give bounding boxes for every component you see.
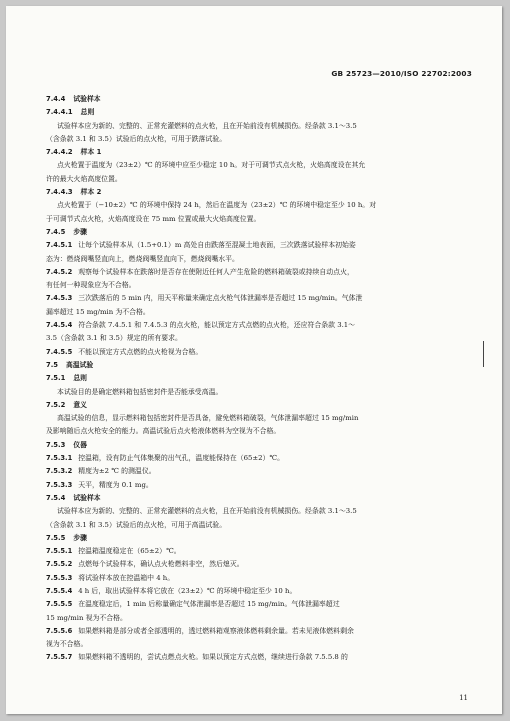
section-title: 步骤 <box>73 533 87 542</box>
standard-number-header: GB 25723—2010/ISO 22702:2003 <box>331 69 472 78</box>
section-heading <box>46 226 476 239</box>
numbered-paragraph <box>46 346 476 359</box>
paragraph-line: 本试验目的是确定燃料箱包括密封件是否能承受高温。 <box>57 387 223 396</box>
clause-text: 三次跌落后的 5 min 内，用天平称量来确定点火枪气体泄漏率是否超过 15 mg/min。气体泄 <box>78 294 363 303</box>
numbered-paragraph <box>46 651 476 664</box>
section-title: 步骤 <box>73 227 87 236</box>
clause-number: 7.5.5.6 <box>46 626 73 635</box>
section-title: 仪器 <box>73 440 87 449</box>
clause-number: 7.4.5.5 <box>46 347 73 356</box>
clause-number: 7.5.5.5 <box>46 600 73 609</box>
clause-number: 7.4.5.1 <box>46 241 73 250</box>
clause-number: 7.5.5.1 <box>46 547 73 556</box>
numbered-paragraph <box>46 479 476 492</box>
page-number: 11 <box>459 694 468 702</box>
paragraph-continuation: 于可调节式点火枪，火焰高度设在 75 mm 位置或最大火焰高度位置。 <box>46 214 261 223</box>
clause-text: 精度为±2 ℃ 的测温仪。 <box>78 467 156 476</box>
numbered-paragraph <box>46 239 476 252</box>
paragraph-continuation: 有任何一种现象应为不合格。 <box>46 281 136 290</box>
clause-number: 7.4.5.3 <box>46 294 73 303</box>
section-heading <box>46 399 476 412</box>
section-heading <box>46 359 476 372</box>
numbered-paragraph <box>46 266 476 279</box>
section-number: 7.4.4.1 <box>46 108 73 117</box>
section-title: 样本 1 <box>80 148 102 157</box>
section-number: 7.5.2 <box>46 400 66 409</box>
section-title: 样本 2 <box>80 188 102 197</box>
clause-number: 7.5.5.4 <box>46 586 73 595</box>
clause-text: 在温度稳定后，1 min 后称量确定气体泄漏率是否超过 15 mg/min。气体泄漏率超过 <box>78 600 340 609</box>
paragraph-continuation: （含条款 3.1 和 3.5）试验后的点火枪，可用于高温试验。 <box>46 520 227 529</box>
clause-text: 天平，精度为 0.1 mg。 <box>78 480 153 489</box>
paragraph-continuation: （含条款 3.1 和 3.5）试验后的点火枪，可用于跌落试验。 <box>46 134 227 143</box>
clause-text: 如果燃料箱是部分或者全部透明的，透过燃料箱观察液体燃料剩余量。若未见液体燃料剩余 <box>78 626 354 635</box>
paragraph-continuation: 3.5（含条款 3.1 和 3.5）规定的所有要求。 <box>46 334 182 343</box>
section-heading <box>46 93 476 106</box>
numbered-paragraph <box>46 545 476 558</box>
clause-number: 7.5.3.2 <box>46 467 73 476</box>
numbered-paragraph <box>46 572 476 585</box>
section-number: 7.5.4 <box>46 493 66 502</box>
clause-text: 让每个试验样本从（1.5+0.1）m 高处自由跌落至混凝土地表面，三次跌落试验样本初始姿 <box>78 241 356 250</box>
numbered-paragraph <box>46 558 476 571</box>
margin-mark <box>483 341 484 367</box>
section-heading <box>46 492 476 505</box>
paragraph-continuation: 15 mg/min 视为不合格。 <box>46 613 127 622</box>
paragraph-continuation: 态为：燃烧阀嘴竖直向上，燃烧阀嘴竖直向下，燃烧阀嘴水平。 <box>46 254 239 263</box>
section-number: 7.4.4.2 <box>46 148 73 157</box>
numbered-paragraph <box>46 319 476 332</box>
clause-text: 4 h 后，取出试验样本将它放在（23±2）℃ 的环境中稳定至少 10 h。 <box>78 586 297 595</box>
section-title: 高温试验 <box>66 360 94 369</box>
clause-number: 7.4.5.4 <box>46 321 73 330</box>
section-heading <box>46 372 476 385</box>
paragraph-line: 试验样本应为新的、完整的、正常充灌燃料的点火枪，且在开始前没有机械损伤。经条款 3.1～3.5 <box>57 507 357 516</box>
clause-number: 7.5.3.1 <box>46 454 73 463</box>
section-heading <box>46 186 476 199</box>
paragraph-line: 高温试验的信息，显示燃料箱包括密封件是否具备，避免燃料箱破裂，气体泄漏率超过 15 mg/min <box>57 414 359 423</box>
clause-text: 控温箱，设有防止气体集聚的出气孔，温度能保持在（65±2）℃。 <box>78 454 285 463</box>
numbered-paragraph <box>46 625 476 638</box>
clause-text: 点燃每个试验样本，确认点火枪燃料非空，然后熄灭。 <box>78 560 244 569</box>
clause-text: 将试验样本放在控温箱中 4 h。 <box>78 573 175 582</box>
section-heading <box>46 439 476 452</box>
numbered-paragraph <box>46 452 476 465</box>
section-title: 试验样本 <box>73 493 101 502</box>
section-heading <box>46 146 476 159</box>
section-title: 试验样本 <box>73 95 101 103</box>
paragraph-continuation: 漏率超过 15 mg/min 为不合格。 <box>46 307 150 316</box>
section-number: 7.5.5 <box>46 533 66 542</box>
clause-number: 7.5.5.3 <box>46 573 73 582</box>
document-page <box>6 6 502 714</box>
numbered-paragraph <box>46 598 476 611</box>
section-number: 7.4.4 <box>46 95 66 103</box>
clause-text: 如果燃料箱不透明的，尝试点燃点火枪。如果以预定方式点燃，继续进行条款 7.5.5.8 的 <box>78 653 348 662</box>
section-number: 7.4.5 <box>46 227 66 236</box>
paragraph-continuation: 视为不合格。 <box>46 640 88 649</box>
clause-number: 7.5.5.7 <box>46 653 73 662</box>
section-number: 7.5.3 <box>46 440 66 449</box>
clause-text: 控温箱温度稳定在（65±2）℃。 <box>78 547 181 556</box>
numbered-paragraph <box>46 465 476 478</box>
clause-number: 7.4.5.2 <box>46 267 73 276</box>
section-number: 7.5.1 <box>46 374 66 383</box>
clause-text: 符合条款 7.4.5.1 和 7.4.5.3 的点火枪，能以预定方式点燃的点火枪，还应符合条款 3.1～ <box>78 321 356 330</box>
numbered-paragraph <box>46 585 476 598</box>
section-heading <box>46 532 476 545</box>
section-title: 意义 <box>73 400 87 409</box>
document-body <box>46 93 476 665</box>
section-number: 7.4.4.3 <box>46 188 73 197</box>
section-title: 总则 <box>80 108 95 117</box>
clause-text: 观察每个试验样本在跌落时是否存在使附近任何人产生危险的燃料箱破裂或持续自动点火， <box>78 267 354 276</box>
clause-number: 7.5.3.3 <box>46 480 73 489</box>
clause-text: 不能以预定方式点燃的点火枪视为合格。 <box>78 347 203 356</box>
section-number: 7.5 <box>46 360 59 369</box>
section-title: 总则 <box>73 374 87 383</box>
section-heading <box>46 106 476 119</box>
paragraph-line: 点火枪置于温度为（23±2）℃ 的环境中应至少稳定 10 h。对于可调节式点火枪，火焰高度设在其允 <box>57 161 366 170</box>
paragraph-continuation: 及影响随后点火枪安全的能力。高温试验后点火枪液体燃料为空视为不合格。 <box>46 427 281 436</box>
clause-number: 7.5.5.2 <box>46 560 73 569</box>
numbered-paragraph <box>46 292 476 305</box>
paragraph-line: 试验样本应为新的、完整的、正常充灌燃料的点火枪，且在开始前没有机械损伤。经条款 3.1～3.5 <box>57 121 357 130</box>
paragraph-line: 点火枪置于（−10±2）℃ 的环境中保持 24 h，然后在温度为（23±2）℃ 的环境中稳定至少 10 h。对 <box>57 201 377 210</box>
paragraph-continuation: 许的最大火焰高度位置。 <box>46 174 122 183</box>
